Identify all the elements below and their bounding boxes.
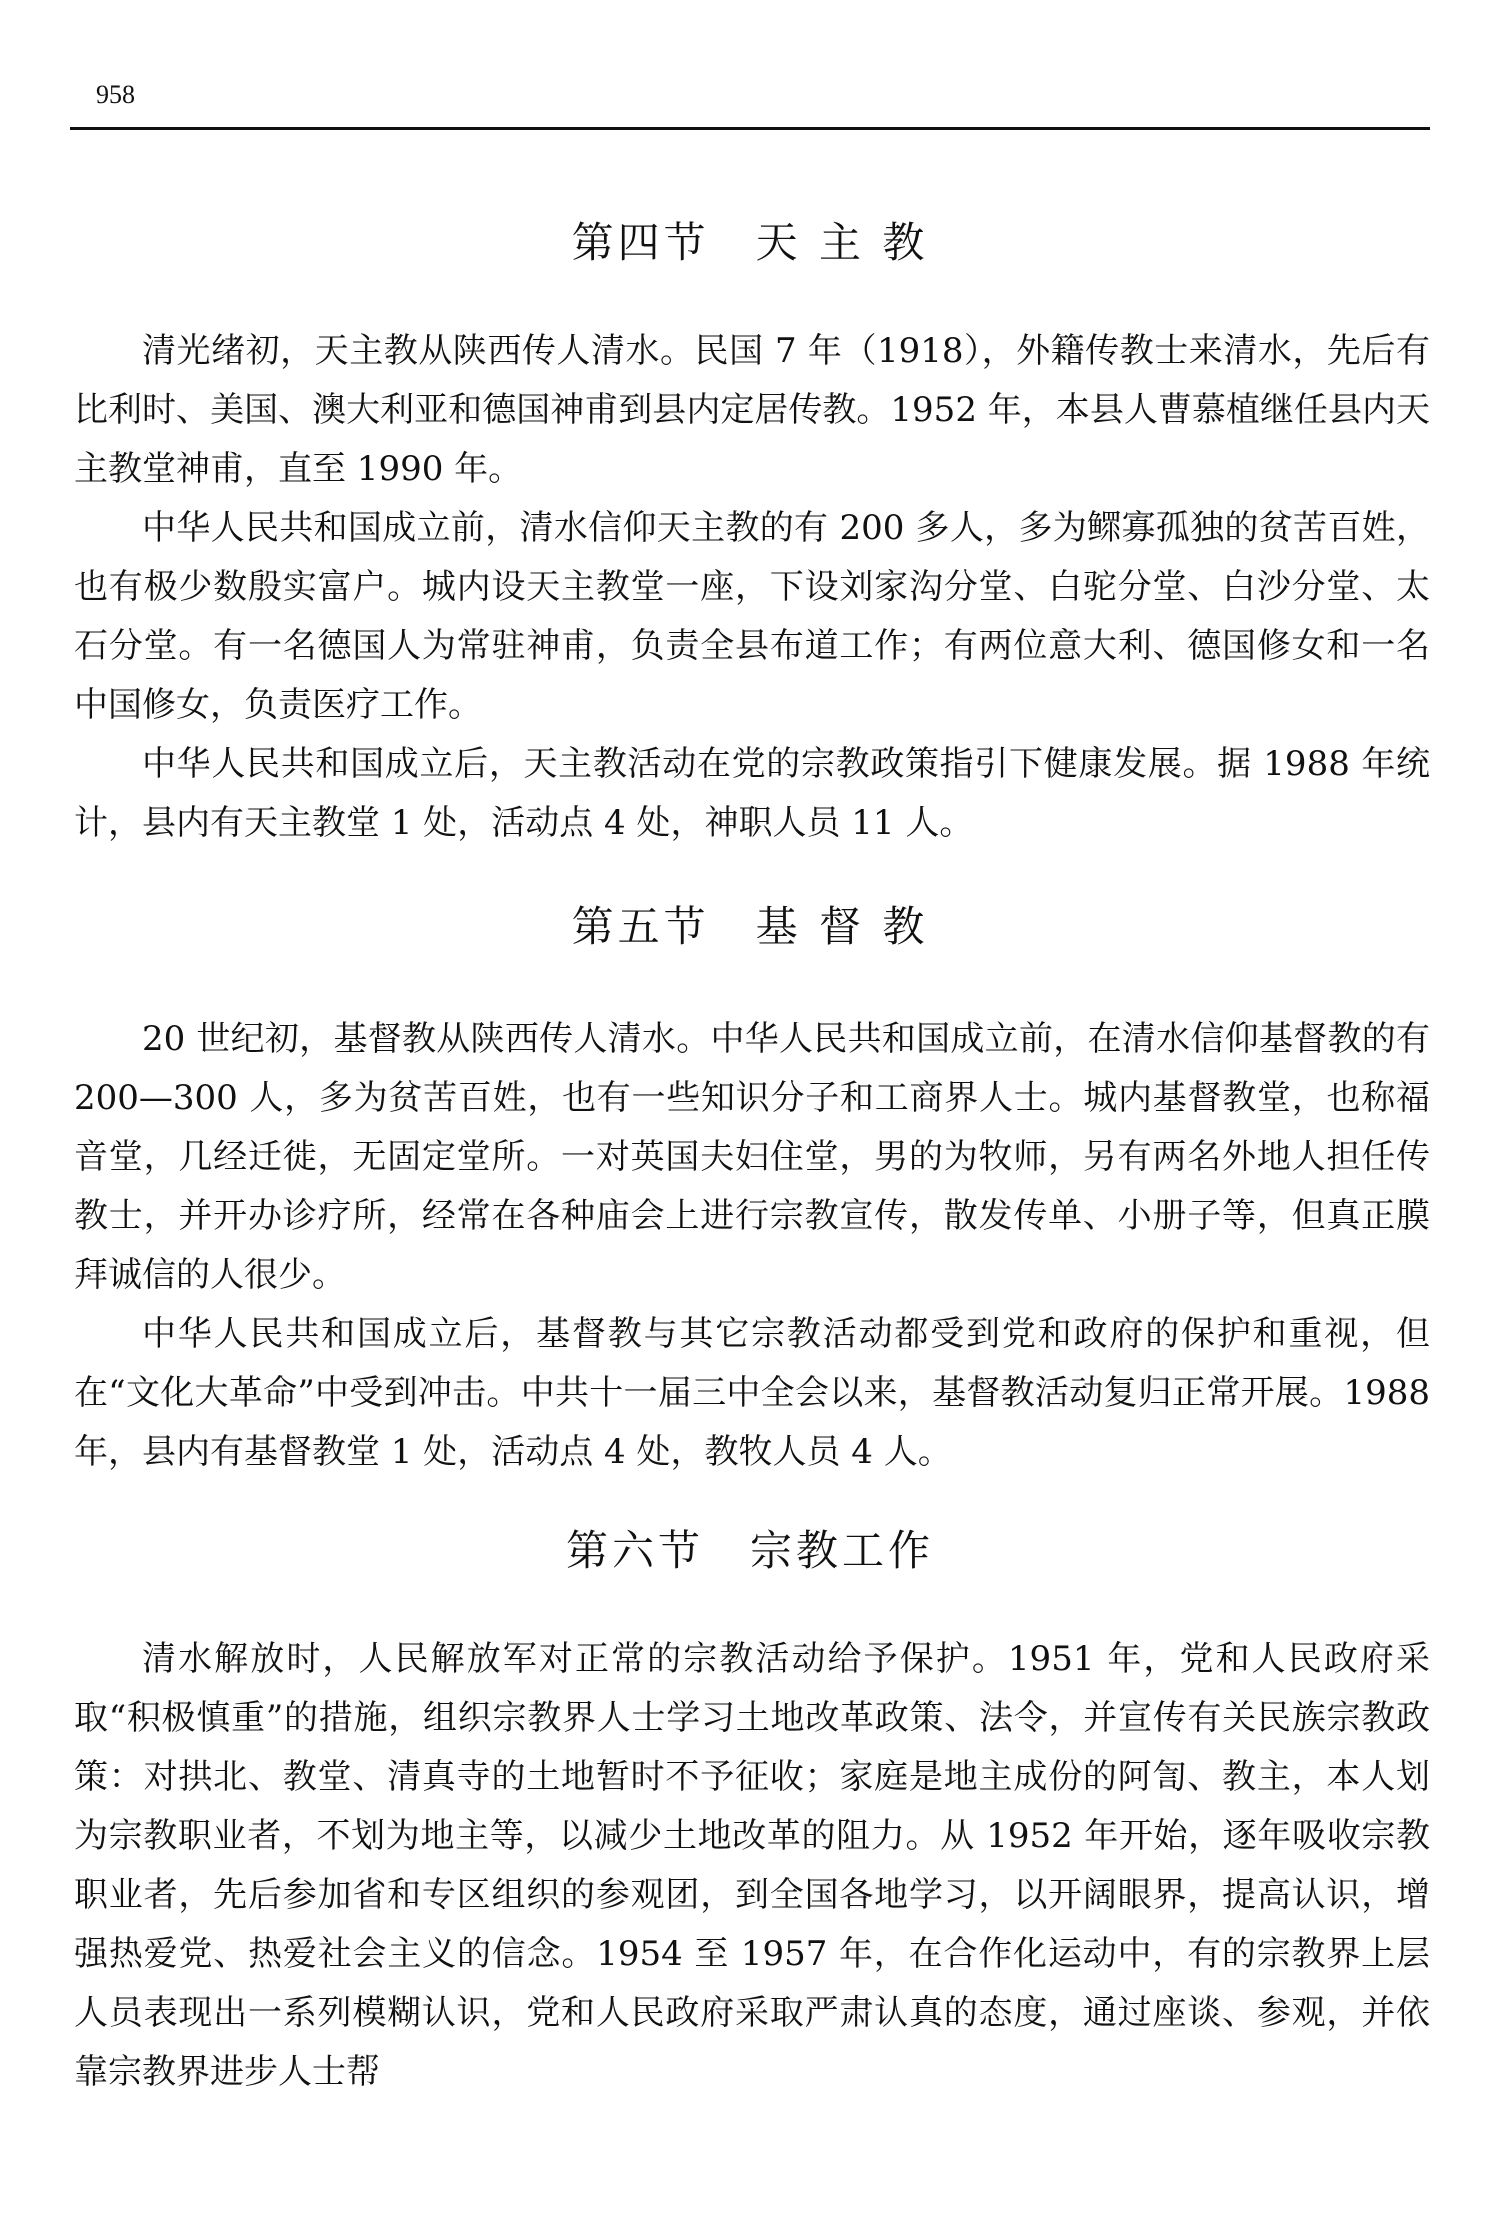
paragraph: 清水解放时，人民解放军对正常的宗教活动给予保护。1951 年，党和人民政府采取“积极慎重”的措施，组织宗教界人士学习土地改革政策、法令，并宣传有关民族宗教政策：对拱北、教堂、清真寺的土地暂时不予征收；家庭是地主成份的阿訇、教主，本人划为宗教职业者，不划为地主等，以减少土地改革的阻力。从 1952 年开始，逐年吸收宗教职业者，先后参加省和专区组织的参观团，到全国各地学习，以开阔眼界，提高认识，增强热爱党、热爱社会主义的信念。1954 至 1957 年，在合作化运动中，有的宗教界上层人员表现出一系列模糊认识，党和人民政府采取严肃认真的态度，通过座谈、参观，并依靠宗教界进步人士帮 xyxy=(74,1639,1430,2092)
section-body-religious-work xyxy=(74,1630,1430,2102)
header-rule xyxy=(70,127,1430,130)
section-title-catholicism: 第四节 天 主 教 xyxy=(571,218,929,267)
paragraph: 清光绪初，天主教从陕西传人清水。民国 7 年（1918），外籍传教士来清水，先后有比利时、美国、澳大利亚和德国神甫到县内定居传教。1952 年，本县人曹慕植继任县内天主教堂神甫，直至 1990 年。 xyxy=(74,331,1430,489)
paragraph: 中华人民共和国成立后，天主教活动在党的宗教政策指引下健康发展。据 1988 年统计，县内有天主教堂 1 处，活动点 4 处，神职人员 11 人。 xyxy=(74,744,1430,843)
section-body-christianity xyxy=(74,1010,1430,1482)
paragraph: 中华人民共和国成立前，清水信仰天主教的有 200 多人，多为鳏寡孤独的贫苦百姓，也有极少数殷实富户。城内设天主教堂一座，下设刘家沟分堂、白驼分堂、白沙分堂、太石分堂。有一名德国人为常驻神甫，负责全县布道工作；有两位意大利、德国修女和一名中国修女，负责医疗工作。 xyxy=(74,508,1430,725)
page-number: 958 xyxy=(96,80,135,109)
section-body-catholicism xyxy=(74,322,1430,853)
section-title-religious-work: 第六节 宗教工作 xyxy=(565,1526,934,1575)
section-title-christianity: 第五节 基 督 教 xyxy=(571,902,929,951)
paragraph: 20 世纪初，基督教从陕西传人清水。中华人民共和国成立前，在清水信仰基督教的有 200—300 人，多为贫苦百姓，也有一些知识分子和工商界人士。城内基督教堂，也称福音堂，几经迁徙，无固定堂所。一对英国夫妇住堂，男的为牧师，另有两名外地人担任传教士，并开办诊疗所，经常在各种庙会上进行宗教宣传，散发传单、小册子等，但真正膜拜诚信的人很少。 xyxy=(74,1019,1430,1295)
paragraph: 中华人民共和国成立后，基督教与其它宗教活动都受到党和政府的保护和重视，但在“文化大革命”中受到冲击。中共十一届三中全会以来，基督教活动复归正常开展。1988 年，县内有基督教堂 1 处，活动点 4 处，教牧人员 4 人。 xyxy=(74,1314,1430,1472)
